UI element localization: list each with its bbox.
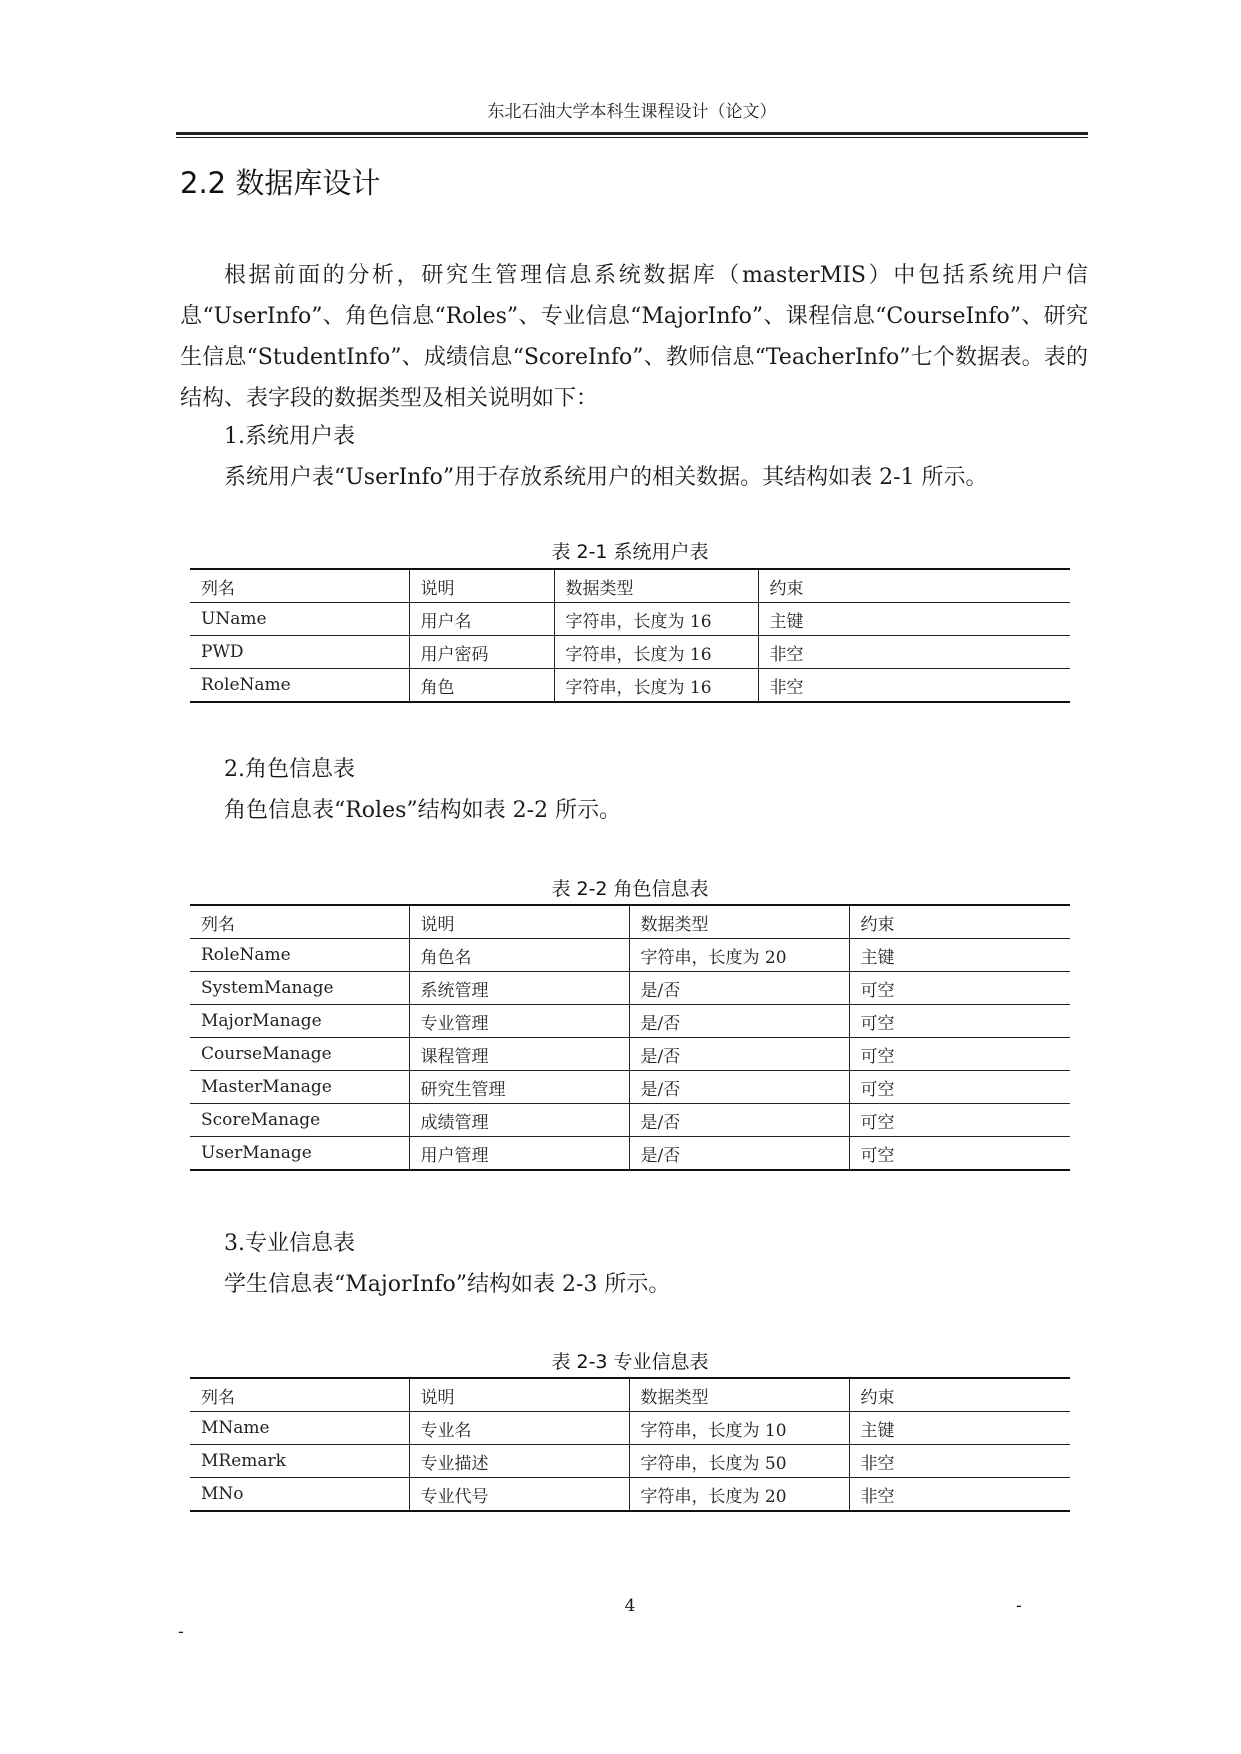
- section-2-heading: 2.角色信息表: [224, 757, 355, 782]
- header-cell: 列名: [201, 1387, 235, 1408]
- table-cell: 是/否: [629, 972, 849, 1005]
- table-header-row: [190, 569, 1070, 603]
- table-row: [190, 939, 1070, 972]
- header-cell: 列名: [201, 578, 235, 599]
- table-cell: 非空: [758, 636, 1070, 669]
- table-cell: 是/否: [629, 1104, 849, 1137]
- table-row: [190, 1005, 1070, 1038]
- table-row: [190, 1038, 1070, 1071]
- section-3-heading: 3.专业信息表: [224, 1231, 355, 1256]
- table-cell: 是/否: [629, 1005, 849, 1038]
- table-cell: 系统管理: [409, 972, 629, 1005]
- header-cell: 列名: [201, 914, 235, 935]
- roles-table: [190, 904, 1070, 1171]
- header-cell: 约束: [849, 1378, 1070, 1412]
- table-cell: UName: [190, 603, 409, 636]
- table-1-caption: 表 2-1 系统用户表: [551, 541, 709, 563]
- table-cell: 主键: [849, 939, 1070, 972]
- table-cell: 专业描述: [409, 1445, 629, 1478]
- table-cell: 主键: [758, 603, 1070, 636]
- table-cell: 角色: [409, 669, 554, 703]
- table-cell: PWD: [190, 636, 409, 669]
- table-cell: 字符串，长度为 50: [629, 1445, 849, 1478]
- header-cell: 数据类型: [629, 1378, 849, 1412]
- table-cell: 角色名: [409, 939, 629, 972]
- header-cell: 数据类型: [629, 905, 849, 939]
- table-row: [190, 1412, 1070, 1445]
- table-row: [190, 636, 1070, 669]
- table-cell: MNo: [190, 1478, 409, 1512]
- table-cell: RoleName: [190, 939, 409, 972]
- table-row: [190, 603, 1070, 636]
- table-cell: 非空: [849, 1445, 1070, 1478]
- table-cell: MRemark: [190, 1445, 409, 1478]
- table-cell: 可空: [849, 1104, 1070, 1137]
- table-header-row: [190, 905, 1070, 939]
- user-info-table: [190, 568, 1070, 703]
- table-cell: 可空: [849, 1038, 1070, 1071]
- table-row: [190, 1104, 1070, 1137]
- table-cell: 主键: [849, 1412, 1070, 1445]
- table-cell: 字符串，长度为 20: [629, 1478, 849, 1512]
- section-title: 2.2 数据库设计: [180, 166, 381, 200]
- table-header-row: [190, 1378, 1070, 1412]
- header-cell: 约束: [758, 569, 1070, 603]
- footer-mark-left: -: [178, 1622, 184, 1642]
- table-cell: 可空: [849, 1137, 1070, 1171]
- table-row: [190, 1478, 1070, 1512]
- table-cell: UserManage: [190, 1137, 409, 1171]
- table-cell: 用户名: [409, 603, 554, 636]
- table-2-caption: 表 2-2 角色信息表: [551, 878, 709, 900]
- table-cell: 研究生管理: [409, 1071, 629, 1104]
- page-header: 东北石油大学本科生课程设计（论文）: [487, 102, 777, 122]
- table-cell: CourseManage: [190, 1038, 409, 1071]
- footer-mark-right: -: [1016, 1596, 1022, 1616]
- table-cell: 专业管理: [409, 1005, 629, 1038]
- table-cell: 用户管理: [409, 1137, 629, 1171]
- table-cell: SystemManage: [190, 972, 409, 1005]
- section-3-text: 学生信息表“MajorInfo”结构如表 2-3 所示。: [224, 1272, 671, 1297]
- table-row: [190, 1071, 1070, 1104]
- table-cell: 字符串，长度为 16: [554, 603, 758, 636]
- table-row: [190, 1137, 1070, 1171]
- table-cell: RoleName: [190, 669, 409, 703]
- table-cell: 是/否: [629, 1038, 849, 1071]
- page-number: 4: [624, 1596, 636, 1616]
- header-rule-thin: [176, 137, 1088, 138]
- table-cell: 可空: [849, 1005, 1070, 1038]
- table-row: [190, 1445, 1070, 1478]
- table-cell: 课程管理: [409, 1038, 629, 1071]
- table-cell: 是/否: [629, 1137, 849, 1171]
- table-cell: 字符串，长度为 20: [629, 939, 849, 972]
- section-1-heading: 1.系统用户表: [224, 424, 355, 449]
- table-cell: 成绩管理: [409, 1104, 629, 1137]
- header-cell: 说明: [409, 1378, 629, 1412]
- table-cell: 是/否: [629, 1071, 849, 1104]
- table-row: [190, 669, 1070, 703]
- section-1-text: 系统用户表“UserInfo”用于存放系统用户的相关数据。其结构如表 2-1 所示。: [224, 465, 988, 490]
- header-cell: 数据类型: [554, 569, 758, 603]
- header-cell: 说明: [409, 905, 629, 939]
- table-cell: 用户密码: [409, 636, 554, 669]
- table-cell: 字符串，长度为 10: [629, 1412, 849, 1445]
- header-cell: 约束: [849, 905, 1070, 939]
- table-cell: 字符串，长度为 16: [554, 636, 758, 669]
- table-cell: 专业代号: [409, 1478, 629, 1512]
- header-rule-thick: [176, 132, 1088, 135]
- table-cell: MasterManage: [190, 1071, 409, 1104]
- table-cell: 可空: [849, 972, 1070, 1005]
- section-2-text: 角色信息表“Roles”结构如表 2-2 所示。: [224, 798, 622, 823]
- major-info-table: [190, 1377, 1070, 1512]
- table-row: [190, 972, 1070, 1005]
- table-3-caption: 表 2-3 专业信息表: [551, 1351, 709, 1373]
- header-cell: 说明: [409, 569, 554, 603]
- table-cell: 专业名: [409, 1412, 629, 1445]
- table-cell: 非空: [849, 1478, 1070, 1512]
- table-cell: 字符串，长度为 16: [554, 669, 758, 703]
- table-cell: MName: [190, 1412, 409, 1445]
- table-cell: ScoreManage: [190, 1104, 409, 1137]
- intro-paragraph: 根据前面的分析，研究生管理信息系统数据库（masterMIS）中包括系统用户信息“UserInfo”、角色信息“Roles”、专业信息“MajorInfo”、课程信息“CourseInfo”、研究生信息“StudentInfo”、成绩信息“ScoreInfo”、教师信息“TeacherInfo”七个数据表。表的结构、表字段的数据类型及相关说明如下：: [180, 263, 1088, 411]
- table-cell: 可空: [849, 1071, 1070, 1104]
- table-cell: 非空: [758, 669, 1070, 703]
- table-cell: MajorManage: [190, 1005, 409, 1038]
